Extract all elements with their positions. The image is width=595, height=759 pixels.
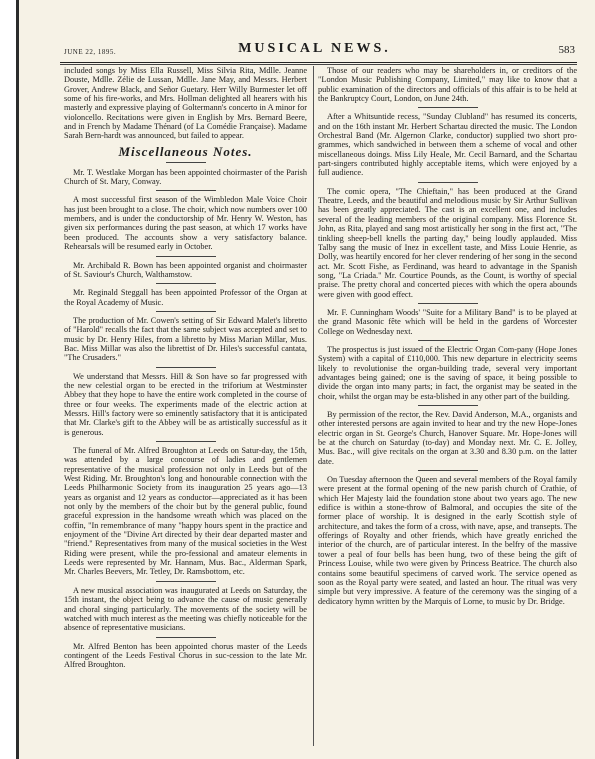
note-paragraph: Mr. F. Cunningham Woods' "Suite for a Military Band" is to be played at the grand Masonic fête which will be held in the gardens of Worcester College on Wednesday next. bbox=[318, 307, 577, 336]
separator bbox=[156, 311, 216, 312]
separator bbox=[156, 367, 216, 368]
right-column bbox=[318, 66, 577, 606]
separator bbox=[418, 107, 478, 108]
separator bbox=[418, 182, 478, 183]
separator bbox=[156, 283, 216, 284]
separator bbox=[156, 581, 216, 582]
masthead-title: MUSICAL NEWS. bbox=[238, 41, 391, 56]
separator bbox=[156, 637, 216, 638]
page-header bbox=[52, 40, 577, 62]
binding-spine bbox=[16, 0, 19, 759]
note-paragraph: The prospectus is just issued of the Electric Organ Com-pany (Hope Jones System) with a capital of £110,000. This new departure in electricity seems likely to revolutionise the organ-building trade, several very important advantages being gained; one is the saving of space, it being possible to divide the organ into many parts; in fact, the organist may be seated in the choir, whilst the organ may be esta-blished in any other part of the building. bbox=[318, 344, 577, 401]
separator bbox=[418, 303, 478, 304]
separator bbox=[418, 340, 478, 341]
note-paragraph: After a Whitsuntide recess, "Sunday Clubland" has resumed its concerts, and on the 16th instant Mr. Herbert Schartau directed the music. The London Orchestral Band (Mr. Algernon Clarke, conductor) supplied two short pro-grammes, which sandwiched in between them a scheme of vocal and other miscellaneous doings. Miss Lily Heale, Mr. Cecil Barnard, and the Schartau part-singers contributed highly acceptable items, which were enjoyed by a full audience. bbox=[318, 112, 577, 178]
note-paragraph: The production of Mr. Cowen's setting of Sir Edward Malet's libretto of "Harold" recalls the fact that the same subject was accepted and set to music by Dr. Henry Hiles, from a libretto by Miss Marian Millar, Mus. Bac. Miss Millar was also the librettist of Dr. Hiles's successful cantata, "The Crusaders." bbox=[64, 315, 307, 363]
note-paragraph: A most successful first season of the Wimbledon Male Voice Choir has just been brought to a close. The choir, which now numbers over 100 members, and is under the conductorship of Mr. Henry W. Weston, has given six performances during the past season, at which 17 works have been produced. The accounts show a very satisfactory balance. Rehearsals will be resumed early in October. bbox=[64, 195, 307, 252]
note-paragraph: We understand that Messrs. Hill & Son have so far progressed with the new celestial organ to be erected in the triforium at Westminster Abbey that they hope to have the entire work completed in the course of three or four weeks. The experiments made of the electric action at Messrs. Hill's factory were so eminently satisfactory that it is anticipated that Mr. Clarke's gift to the Abbey will be as artistically successful as it is generous. bbox=[64, 371, 307, 437]
note-paragraph: Mr. T. Westlake Morgan has been appointed choirmaster of the Parish Church of St. Mary, Conway. bbox=[64, 167, 307, 187]
intro-paragraph: included songs by Miss Ella Russell, Miss Silvia Rita, Mdlle. Jeanne Douste, Mdlle. Zélie de Lussan, Mdlle. Jane May, and Messrs. Herbert Grover, Andrew Black, and Señor Guetary. Herr Willy Burmester let off some of his fire-works, and Mrs. Hollman delighted all hearers with his masterly and expressive playing of Goltermann's concerto in A minor for violoncello. Recitations were given in English by Mrs. Bernard Beere, and in French by Madame Thénard (of La Comédie Française). Madame Sarah Bern-hardt was announced, but failed to appear. bbox=[64, 66, 307, 141]
note-paragraph: Mr. Reginald Steggall has been appointed Professor of the Organ at the Royal Academy of Music. bbox=[64, 288, 307, 307]
section-heading: Miscellaneous Notes. bbox=[118, 143, 253, 159]
page-gutter bbox=[0, 0, 16, 759]
separator bbox=[156, 256, 216, 257]
heading-rule bbox=[166, 162, 206, 163]
separator bbox=[156, 441, 216, 442]
page-number: 583 bbox=[558, 44, 575, 56]
note-paragraph: Those of our readers who may be shareholders in, or creditors of the "London Music Publishing Company, Limited," may like to know that a public examination of the directors and officials of this affair is to be held at the Bankruptcy Court, London, on June 24th. bbox=[318, 66, 577, 104]
column-divider bbox=[313, 66, 314, 746]
separator bbox=[418, 405, 478, 406]
header-rule-thin bbox=[60, 64, 577, 65]
note-paragraph: The comic opera, "The Chieftain," has been produced at the Grand Theatre, Leeds, and the beautiful and melodious music by Sir Arthur Sullivan has been greatly appreciated. The cast is an excellent one, and includes several of the leading members of the original company. Miss Florence St. John, as Rita, played and sang most artistically her song in the first act, "The tinkling sheep-bell knells the parting day," being loudly applauded. Miss Talby sang the music of Inez in excellent taste, and Miss Louie Henrie, as Dolly, was heartily encored for her clever rendering of her song in the second act. Mr. Scott Fishe, as Ferdinand, was heard to advantage in the Spanish song, "La Criada." Mr. Courtice Pounds, as the Count, is worthy of special praise. The pretty choral and concerted pieces with which the opera abounds were given with good effect. bbox=[318, 186, 577, 299]
note-paragraph: On Tuesday afternoon the Queen and several members of the Royal family were present at the formal opening of the new parish church of Crathie, of which Her Majesty laid the foundation stone about two years ago. The new edifice is within a stone-throw of Balmoral, and occupies the site of the former place of worship. It is designed in the early Scottish style of architecture, and takes the form of a cross, with nave, apse, and transepts. The offerings of Royalty and other friends, which have greatly enriched the interior of the church, are of particular interest. In the belfry of the massive tower a peal of four bells has been hung, two of these being the gift of Princess Louise, while two were given by Princess Beatrice. The church also contains some beautiful specimens of carved work. The service opened as soon as the Royal party were seated, and lasted an hour. The ritual was very simple but very impressive. A feature of the ceremony was the singing of a dedicatory hymn written by the Marquis of Lorne, to music by Dr. Bridge. bbox=[318, 475, 577, 606]
separator bbox=[156, 190, 216, 191]
header-rule bbox=[60, 62, 577, 63]
note-paragraph: The funeral of Mr. Alfred Broughton at Leeds on Satur-day, the 15th, was attended by a large concourse of ladies and gentlemen representative of the musical profession not only in Leeds but of the West Riding. Mr. Broughton's long and honourable connection with the Leeds Philharmonic Society from its inauguration 25 years ago—13 years as organist and 12 years as conductor—appreciated as it has been not only by the members of the choir but by the general public, found graceful expression in the handsome wreath which was placed on the coffin, "In remembrance of many "happy hours spent in the practice and enjoyment of the "Divine Art directed by their dear departed master and "friend." Representatives from many of the musical societies in the West Riding were present, while the pro-fessional and amateur elements in Leeds were represented by Mr. Hannam, Mus. Bac., Alderman Spark, Mr. Charles Beevers, Mr. Tetley, Dr. Ramsbottom, etc. bbox=[64, 446, 307, 577]
separator bbox=[418, 470, 478, 471]
left-column bbox=[64, 66, 307, 670]
note-paragraph: By permission of the rector, the Rev. David Anderson, M.A., organists and other interested persons are again invited to hear and try the new Hope-Jones electric organ in St. George's Church, Hanover Square. Mr. Hope-Jones will be at the church on Saturday (to-day) and Monday next. Mr. C. E. Jolley, Mus. Bac., will give recitals on the organ at 3.30 and 8.30 p.m. on the latter date. bbox=[318, 410, 577, 466]
note-paragraph: Mr. Archibald R. Bown has been appointed organist and choirmaster of St. Saviour's Church, Walthamstow. bbox=[64, 260, 307, 279]
issue-date: JUNE 22, 1895. bbox=[64, 48, 117, 56]
note-paragraph: Mr. Alfred Benton has been appointed chorus master of the Leeds contingent of the Leeds Festival Chorus in suc-cession to the late Mr. Alfred Broughton. bbox=[64, 641, 307, 670]
note-paragraph: A new musical association was inaugurated at Leeds on Saturday, the 15th instant, the object being to advance the cause of music generally and choral singing particularly. The movements of the society will be watched with much interest as the meeting was chiefly noticeable for the absence of representative musicians. bbox=[64, 585, 307, 633]
